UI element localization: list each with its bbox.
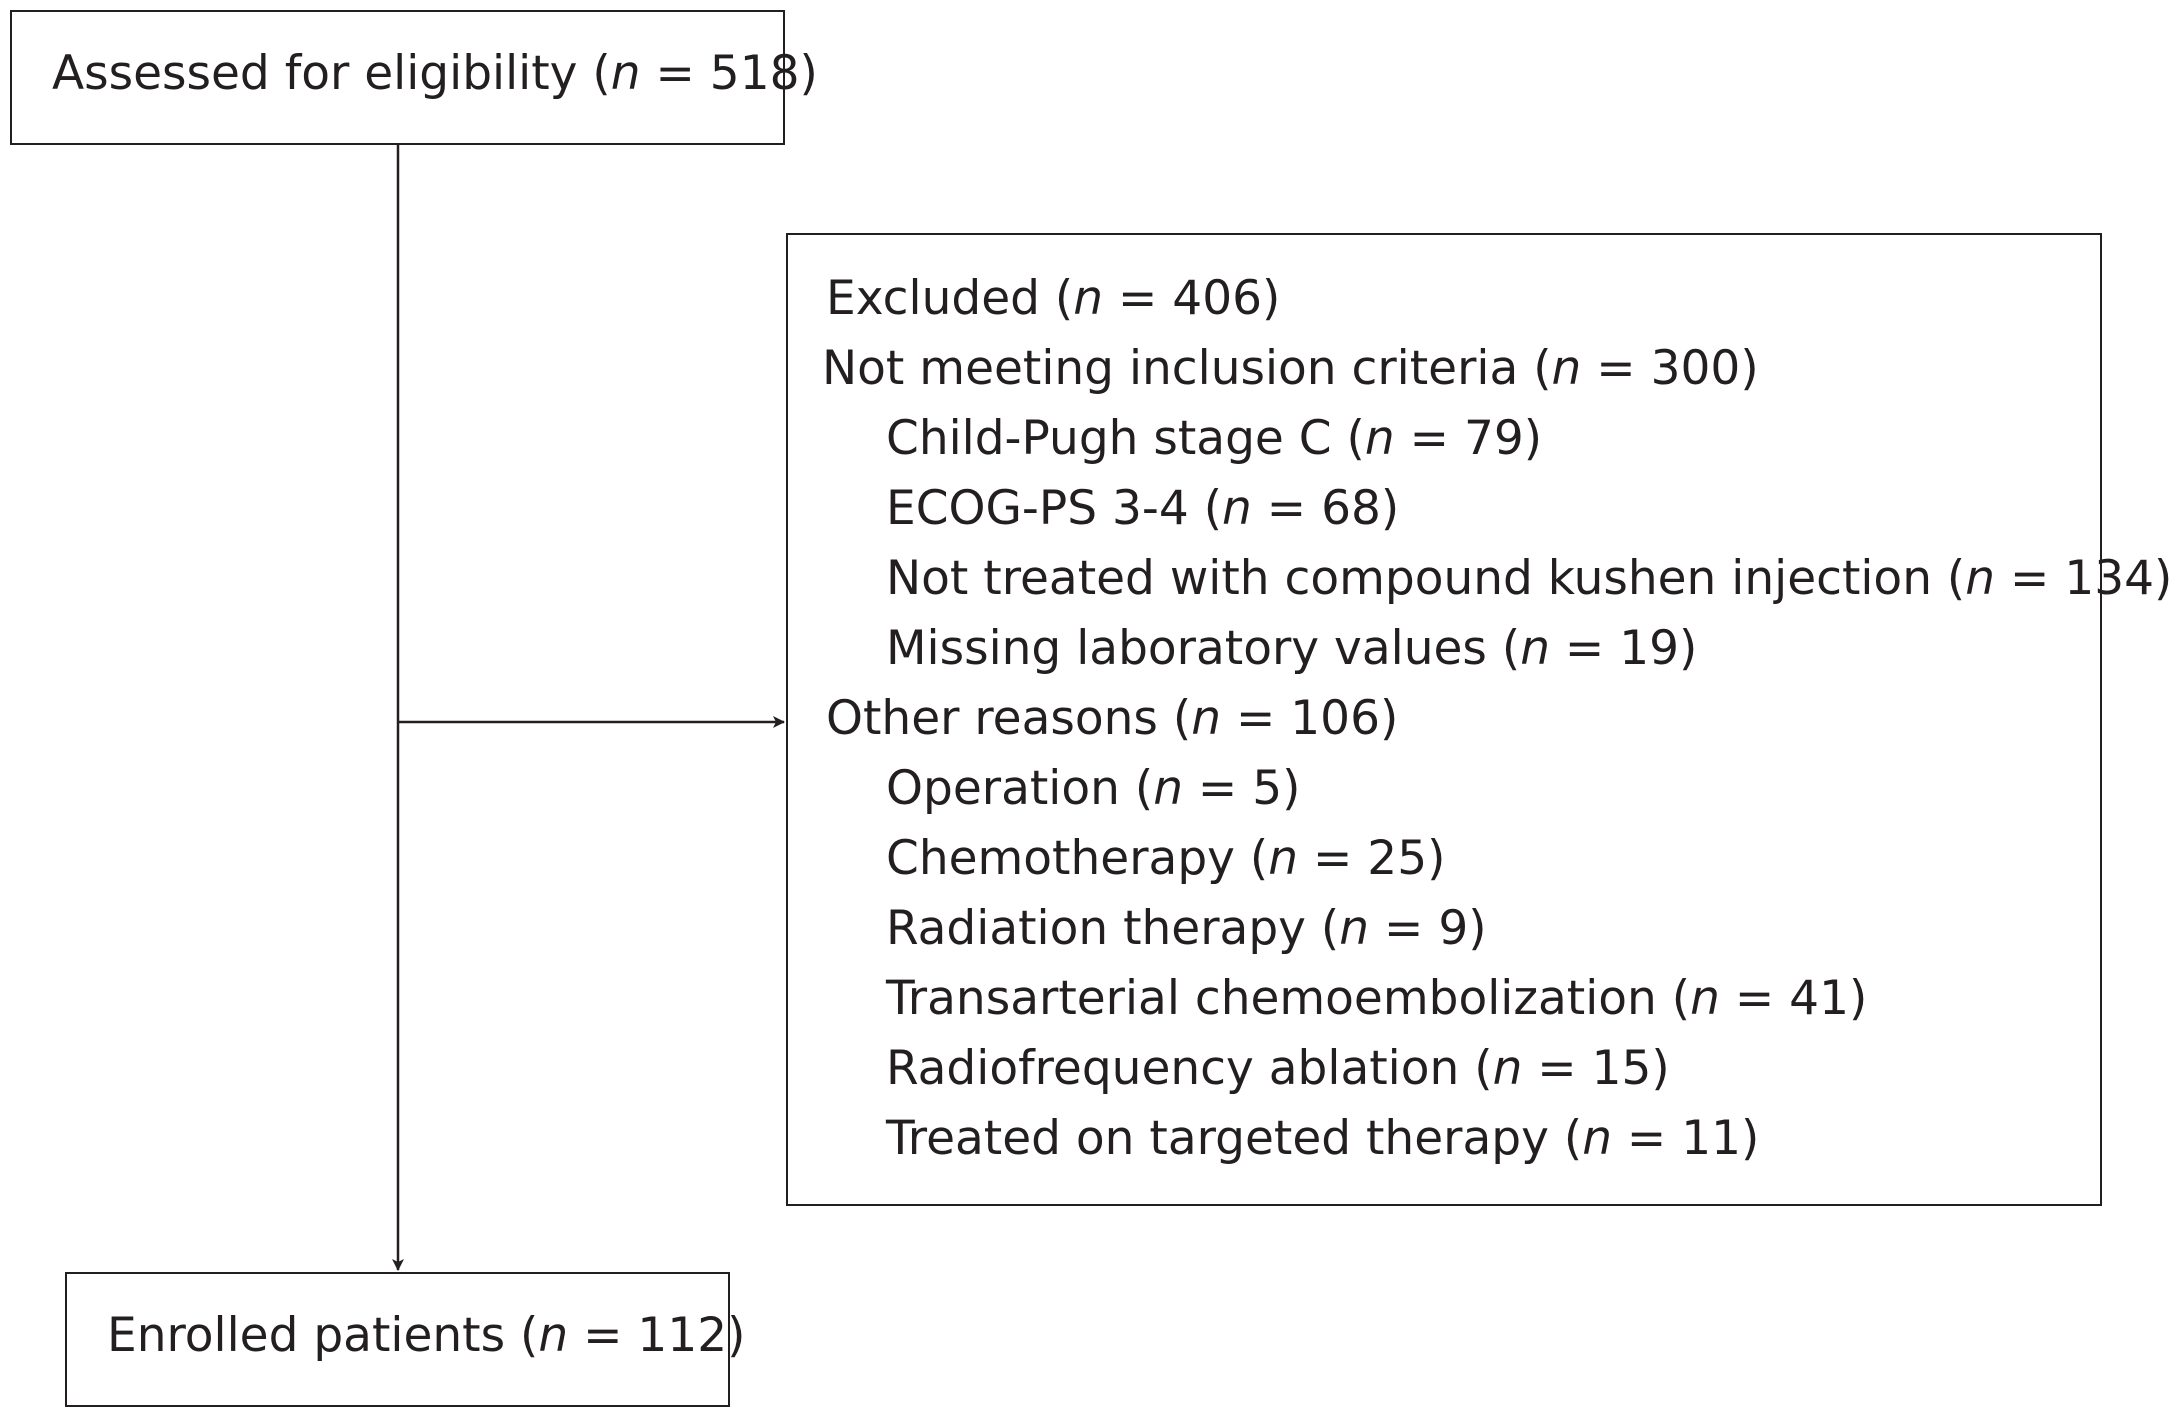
excluded-item-chemotherapy: Chemotherapy (n = 25) [886,831,1446,886]
excluded-category-other-reasons: Other reasons (n = 106) [826,691,1399,746]
enrolled-label: Enrolled patients (n = 112) [107,1308,746,1363]
excluded-item-ecog: ECOG-PS 3-4 (n = 68) [886,481,1400,536]
excluded-item-rfa: Radiofrequency ablation (n = 15) [886,1041,1670,1096]
excluded-item-tace: Transarterial chemoembolization (n = 41) [886,971,1868,1026]
excluded-item-not-treated: Not treated with compound kushen injection (n = 134) [886,551,2172,606]
excluded-category-not-meeting-criteria: Not meeting inclusion criteria (n = 300) [822,341,1759,396]
assessed-box [10,10,818,145]
excluded-item-missing-lab: Missing laboratory values (n = 19) [886,621,1698,676]
excluded-box [786,233,2172,1206]
assessed-label: Assessed for eligibility (n = 518) [52,46,818,101]
enrolled-box [65,1272,746,1407]
excluded-item-child-pugh: Child-Pugh stage C (n = 79) [886,411,1543,466]
excluded-item-radiation: Radiation therapy (n = 9) [886,901,1487,956]
excluded-item-targeted: Treated on targeted therapy (n = 11) [886,1111,1760,1166]
excluded-total-line: Excluded (n = 406) [826,271,1281,326]
excluded-item-operation: Operation (n = 5) [886,761,1301,816]
